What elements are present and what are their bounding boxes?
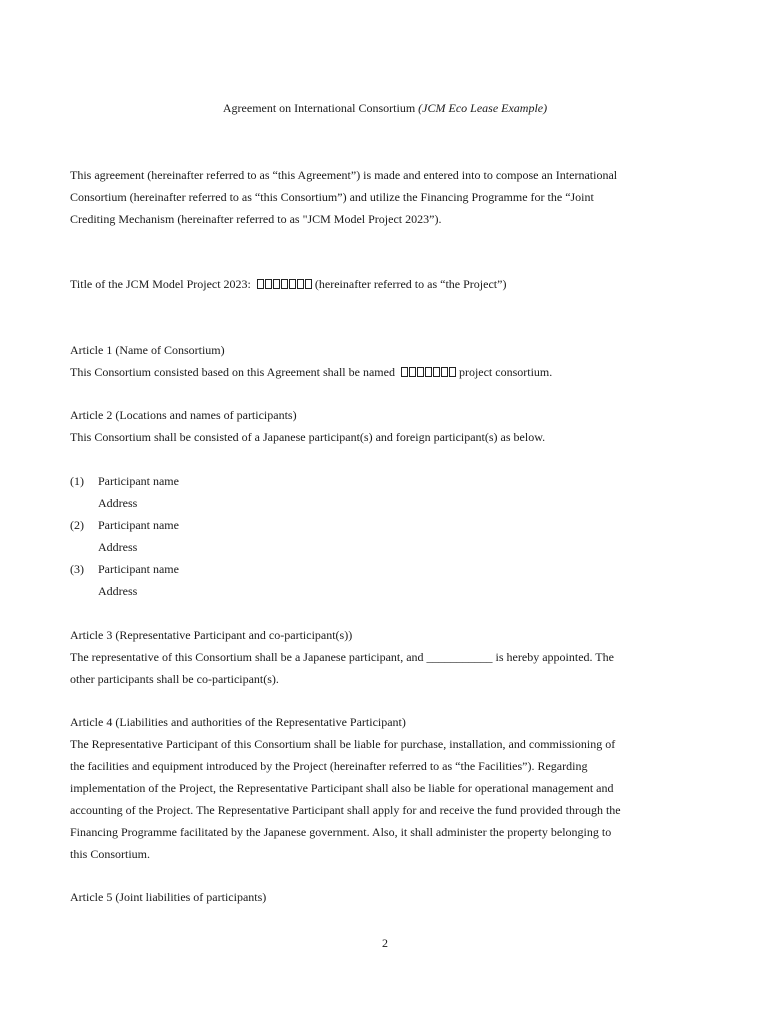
participant-3-name: Participant name bbox=[98, 562, 179, 576]
article2-heading: Article 2 (Locations and names of participants) bbox=[70, 408, 297, 422]
participant-3-number: (3) bbox=[70, 562, 84, 576]
project-title-suffix: (hereinafter referred to as “the Project”) bbox=[314, 277, 507, 291]
article4-line-2: the facilities and equipment introduced by the Project (hereinafter referred to as “the Facilities”). Regarding bbox=[70, 759, 588, 773]
project-title-label: Title of the JCM Model Project 2023: bbox=[70, 277, 251, 291]
article1-heading: Article 1 (Name of Consortium) bbox=[70, 343, 225, 357]
article1-text bbox=[70, 364, 552, 380]
article5-heading: Article 5 (Joint liabilities of participants) bbox=[70, 890, 267, 904]
article2-text: This Consortium shall be consisted of a Japanese participant(s) and foreign participant(s) as below. bbox=[70, 430, 546, 444]
placeholder-boxes-icon bbox=[257, 276, 313, 292]
intro-line-1: This agreement (hereinafter referred to as “this Agreement”) is made and entered into to compose an International bbox=[70, 168, 618, 182]
article4-line-4: accounting of the Project. The Representative Participant shall apply for and receive the fund provided through the bbox=[70, 803, 621, 817]
document-title bbox=[0, 100, 770, 116]
title-main: Agreement on International Consortium bbox=[222, 101, 416, 115]
participant-3-address: Address bbox=[98, 584, 138, 598]
article4-line-5: Financing Programme facilitated by the Japanese government. Also, it shall administer the property belonging to bbox=[70, 825, 612, 839]
article1-text-after: project consortium. bbox=[458, 365, 553, 379]
article3-line-1: The representative of this Consortium shall be a Japanese participant, and ___________ is hereby appointed. The bbox=[70, 650, 614, 664]
article1-text-before: This Consortium consisted based on this Agreement shall be named bbox=[70, 365, 395, 379]
article4-line-3: implementation of the Project, the Representative Participant shall also be liable for operational management and bbox=[70, 781, 614, 795]
article4-heading: Article 4 (Liabilities and authorities of the Representative Participant) bbox=[70, 715, 406, 729]
article4-line-6: this Consortium. bbox=[70, 847, 151, 861]
article3-line-2: other participants shall be co-participant(s). bbox=[70, 672, 279, 686]
page-number: 2 bbox=[382, 936, 388, 950]
intro-line-2: Consortium (hereinafter referred to as “this Consortium”) and utilize the Financing Programme for the “Joint bbox=[70, 190, 594, 204]
participant-2-name: Participant name bbox=[98, 518, 179, 532]
project-title-line bbox=[70, 276, 506, 292]
title-italic: (JCM Eco Lease Example) bbox=[418, 101, 548, 115]
article3-heading: Article 3 (Representative Participant and co-participant(s)) bbox=[70, 628, 353, 642]
placeholder-boxes-icon bbox=[401, 364, 457, 380]
article4-line-1: The Representative Participant of this Consortium shall be liable for purchase, installation, and commissioning of bbox=[70, 737, 616, 751]
participant-1-name: Participant name bbox=[98, 474, 179, 488]
intro-line-3: Crediting Mechanism (hereinafter referred to as "JCM Model Project 2023”). bbox=[70, 212, 442, 226]
participant-1-number: (1) bbox=[70, 474, 84, 488]
participant-2-address: Address bbox=[98, 540, 138, 554]
participant-1-address: Address bbox=[98, 496, 138, 510]
participant-2-number: (2) bbox=[70, 518, 84, 532]
